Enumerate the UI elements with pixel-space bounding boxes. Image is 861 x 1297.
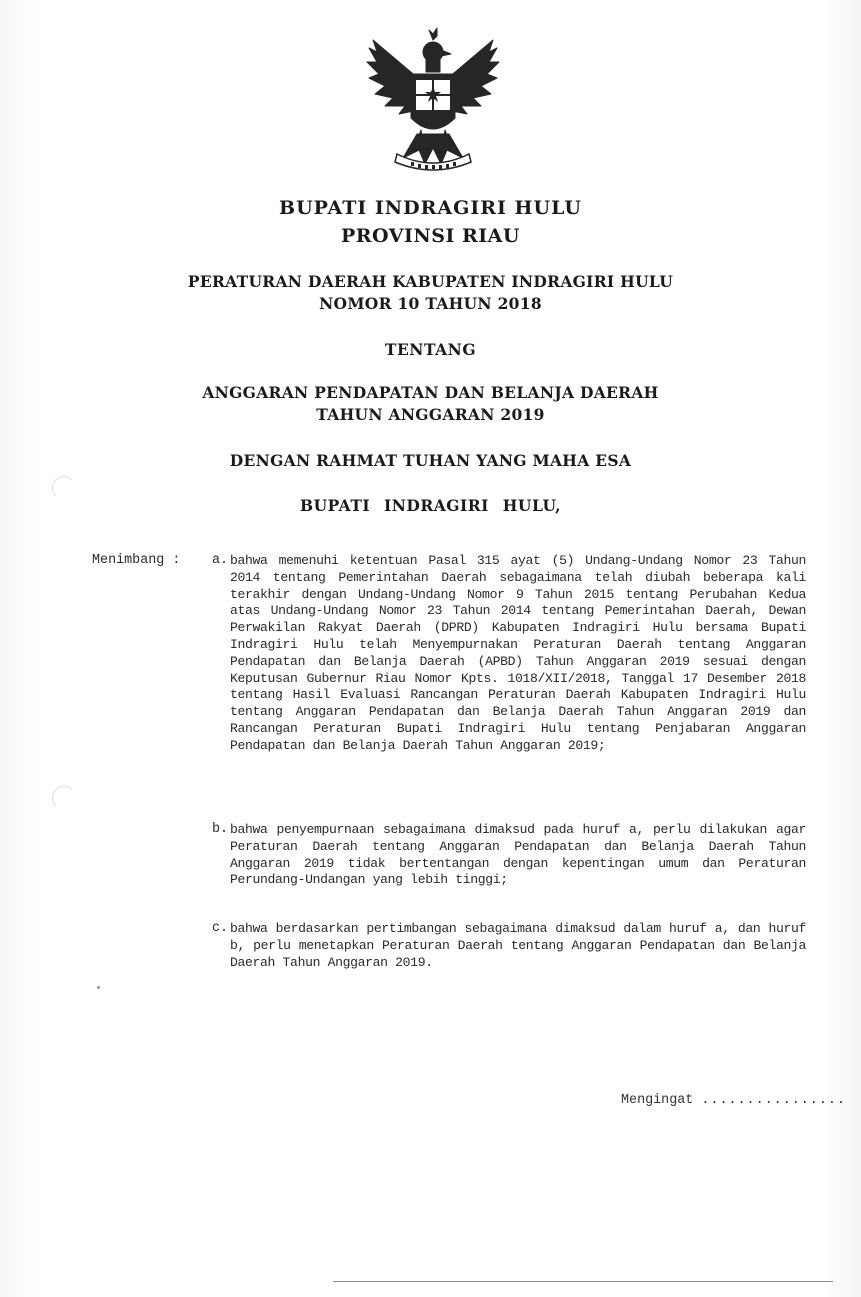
- considering-label: Menimbang :: [92, 553, 181, 568]
- considering-item-b: bahwa penyempurnaan sebagaimana dimaksud pada huruf a, perlu dilakukan agar Peraturan Daerah tentang Anggaran Pendapatan dan Belanja Daerah Tahun Anggaran 2019 tidak bertentangan dengan kepentingan umum dan Peraturan Perundang-Undangan yang lebih tinggi;: [230, 822, 806, 888]
- considering-item-c: bahwa berdasarkan pertimbangan sebagaimana dimaksud dalam huruf a, dan huruf b, perlu menetapkan Peraturan Daerah tentang Anggaran Pendapatan dan Belanja Daerah Tahun Anggaran 2019.: [230, 921, 806, 970]
- subject-title-line1: ANGGARAN PENDAPATAN DAN BELANJA DAERAH: [202, 383, 659, 402]
- regulation-number: NOMOR 10 TAHUN 2018: [319, 294, 542, 313]
- next-page-word: Mengingat: [621, 1093, 694, 1108]
- next-page-reference: [621, 1093, 846, 1108]
- considering-item-letter-a: a.: [212, 553, 229, 568]
- punch-hole-mark: [52, 786, 76, 810]
- regulation-title: PERATURAN DAERAH KABUPATEN INDRAGIRI HULU: [187, 272, 674, 291]
- bottom-rule: [333, 1281, 833, 1282]
- next-page-dots: ................: [701, 1093, 846, 1108]
- issuer-line: BUPATI INDRAGIRI HULU,: [300, 496, 561, 515]
- subject-title-line2: TAHUN ANGGARAN 2019: [316, 405, 545, 424]
- heading-issuer: BUPATI INDRAGIRI HULU: [279, 197, 582, 219]
- about-label: TENTANG: [384, 340, 477, 359]
- punch-hole-mark: [52, 476, 76, 500]
- garuda-emblem-icon: [363, 22, 503, 172]
- grace-line: DENGAN RAHMAT TUHAN YANG MAHA ESA: [229, 451, 632, 470]
- scan-speck: [97, 986, 100, 989]
- considering-item-a: bahwa memenuhi ketentuan Pasal 315 ayat (5) Undang-Undang Nomor 23 Tahun 2014 tentang Pemerintahan Daerah sebagaimana telah diubah beberapa kali terakhir dengan Undang-Undang Nomor 9 Tahun 2015 tentang Perubahan Kedua atas Undang-Undang Nomor 23 Tahun 2014 tentang Pemerintahan Daerah, Dewan Perwakilan Rakyat Daerah (DPRD) Kabupaten Indragiri Hulu bersama Bupati Indragiri Hulu telah Menyempurnakan Peraturan Daerah tentang Anggaran Pendapatan dan Belanja Daerah (APBD) Tahun Anggaran 2019 sesuai dengan Keputusan Gubernur Riau Nomor Kpts. 1018/XII/2018, Tanggal 17 Desember 2018 tentang Hasil Evaluasi Rancangan Peraturan Daerah Kabupaten Indragiri Hulu tentang Anggaran Pendapatan dan Belanja Daerah Tahun Anggaran 2019 dan Rancangan Peraturan Bupati Indragiri Hulu tentang Penjabaran Anggaran Pendapatan dan Belanja Daerah Tahun Anggaran 2019;: [230, 553, 806, 753]
- considering-item-letter-b: b.: [212, 822, 229, 837]
- considering-item-letter-c: c.: [212, 921, 229, 936]
- heading-province: PROVINSI RIAU: [340, 225, 520, 247]
